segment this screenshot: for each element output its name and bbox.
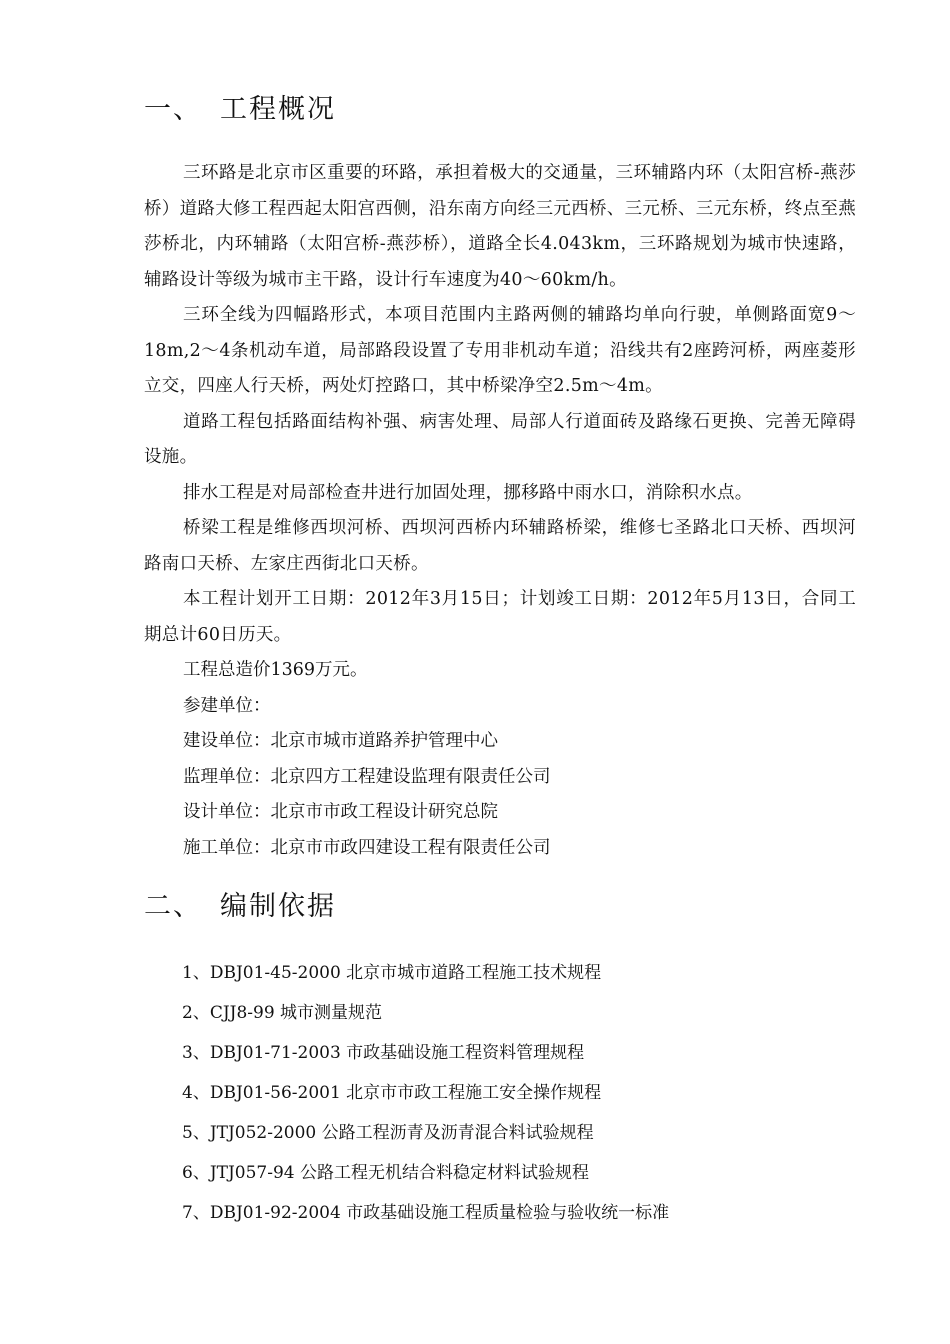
supervision-unit: 监理单位：北京四方工程建设监理有限责任公司: [183, 766, 551, 787]
paragraph: 三环全线为四幅路形式，本项目范围内主路两侧的辅路均单向行驶，单侧路面宽9～18m,2～4条机动车道，局部路段设置了专用非机动车道；沿线共有2座跨河桥，两座菱形立交，四座人行天桥，两处灯控路口，其中桥梁净空2.5m～4m。: [144, 305, 856, 396]
reference-item: 5、JTJ052-2000 公路工程沥青及沥青混合料试验规程: [182, 1123, 594, 1143]
section-title: 工程概况: [220, 94, 336, 125]
reference-list: [182, 953, 669, 1233]
owner-unit: 建设单位：北京市城市道路养护管理中心: [183, 731, 498, 751]
reference-item: 1、DBJ01-45-2000 北京市城市道路工程施工技术规程: [182, 963, 602, 983]
section-heading-overview: [144, 93, 336, 127]
section-number: 一、: [144, 94, 202, 125]
section-number: 二、: [144, 891, 202, 922]
overview-body: [144, 156, 856, 866]
reference-item: 3、DBJ01-71-2003 市政基础设施工程资料管理规程: [182, 1043, 585, 1063]
paragraph: 排水工程是对局部检查井进行加固处理，挪移路中雨水口，消除积水点。: [183, 482, 753, 503]
paragraph: 桥梁工程是维修西坝河桥、西坝河西桥内环辅路桥梁，维修七圣路北口天桥、西坝河路南口天桥、左家庄西街北口天桥。: [144, 518, 856, 574]
paragraph: 本工程计划开工日期：2012年3月15日；计划竣工日期：2012年5月13日，合同工期总计60日历天。: [144, 589, 856, 645]
reference-item: 6、JTJ057-94 公路工程无机结合料稳定材料试验规程: [182, 1163, 590, 1183]
reference-item: 7、DBJ01-92-2004 市政基础设施工程质量检验与验收统一标准: [182, 1203, 670, 1223]
paragraph: 道路工程包括路面结构补强、病害处理、局部人行道面砖及路缘石更换、完善无障碍设施。: [144, 411, 856, 467]
section-heading-basis: [144, 890, 336, 924]
section-title: 编制依据: [220, 891, 336, 922]
participants-label: 参建单位：: [183, 695, 271, 716]
total-cost-line: 工程总造价1369万元。: [183, 660, 368, 680]
reference-item: 2、CJJ8-99 城市测量规范: [182, 1003, 383, 1023]
paragraph: 三环路是北京市区重要的环路，承担着极大的交通量，三环辅路内环（太阳宫桥-燕莎桥）道路大修工程西起太阳宫西侧，沿东南方向经三元西桥、三元桥、三元东桥，终点至燕莎桥北，内环辅路（太阳宫桥-燕莎桥），道路全长4.043km，三环路规划为城市快速路，辅路设计等级为城市主干路，设计行车速度为40～60km/h。: [144, 163, 856, 290]
reference-item: 4、DBJ01-56-2001 北京市市政工程施工安全操作规程: [182, 1083, 602, 1103]
design-unit: 设计单位：北京市市政工程设计研究总院: [183, 802, 498, 822]
construction-unit: 施工单位：北京市市政四建设工程有限责任公司: [183, 837, 551, 858]
